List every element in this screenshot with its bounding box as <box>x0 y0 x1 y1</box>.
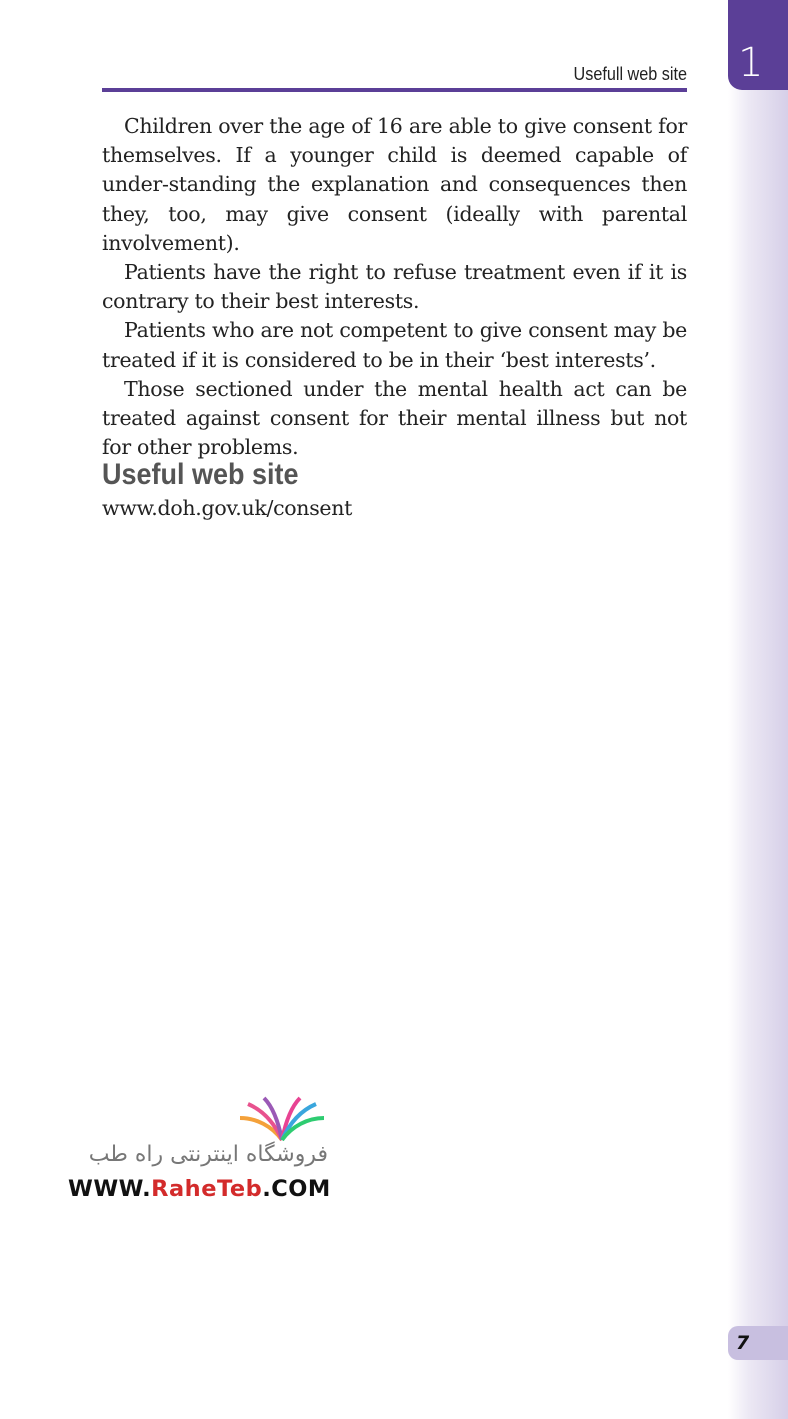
chapter-tab <box>728 0 788 90</box>
watermark-persian-text: فروشگاه اینترنتی راه طب <box>88 1142 328 1167</box>
chapter-number: 1 <box>738 40 764 86</box>
watermark-logo <box>66 1096 336 1206</box>
running-head: Usefull web site <box>573 64 687 84</box>
watermark-url-brand: RaheTeb <box>151 1176 263 1202</box>
paragraph: Patients have the right to refuse treatment even if it is contrary to their best interests. <box>102 260 687 314</box>
watermark-url <box>68 1176 331 1202</box>
header-rule <box>102 88 687 92</box>
page-number: 7 <box>736 1332 750 1354</box>
book-rainbow-icon <box>236 1096 328 1142</box>
watermark-url-suffix: .COM <box>262 1176 331 1202</box>
watermark-url-prefix: WWW. <box>68 1176 152 1202</box>
body-text <box>102 112 687 462</box>
paragraph: Children over the age of 16 are able to give consent for themselves. If a younger child is deemed capable of under-standing the explanation and consequences then they, too, may give consent (ideally with parental involvement). <box>102 114 687 255</box>
website-link[interactable]: www.doh.gov.uk/consent <box>102 496 353 520</box>
page-number-tab <box>728 1326 788 1360</box>
paragraph: Those sectioned under the mental health act can be treated against consent for their mental illness but not for other problems. <box>102 376 687 460</box>
section-heading: Useful web site <box>102 458 299 491</box>
paragraph: Patients who are not competent to give consent may be treated if it is considered to be in their ‘best interests’. <box>102 318 687 372</box>
margin-color-strip <box>728 0 788 1419</box>
